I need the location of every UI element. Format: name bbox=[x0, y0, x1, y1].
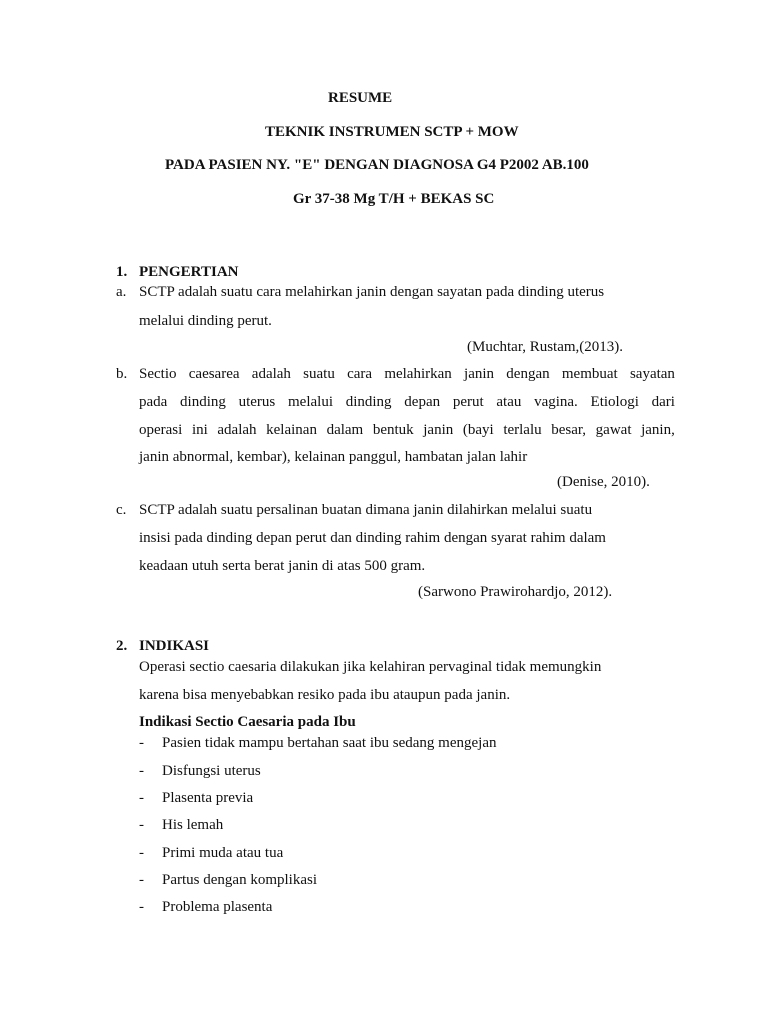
item-c-marker: c. bbox=[116, 502, 127, 518]
bullet-marker: - bbox=[139, 872, 144, 888]
bullet-marker: - bbox=[139, 790, 144, 806]
bullet-marker: - bbox=[139, 899, 144, 915]
bullet-marker: - bbox=[139, 735, 144, 751]
item-b-marker: b. bbox=[116, 366, 128, 382]
section-2-intro-line-1: Operasi sectio caesaria dilakukan jika kelahiran pervaginal tidak memungkin bbox=[139, 659, 602, 675]
item-c-line-2: insisi pada dinding depan perut dan dinding rahim dengan syarat rahim dalam bbox=[139, 530, 606, 546]
item-b-line-2: pada dinding uterus melalui dinding depan perut atau vagina. Etiologi dari bbox=[139, 394, 675, 410]
list-item: Pasien tidak mampu bertahan saat ibu sedang mengejan bbox=[162, 735, 497, 751]
bullet-marker: - bbox=[139, 817, 144, 833]
list-item: Problema plasenta bbox=[162, 899, 273, 915]
item-c-line-3: keadaan utuh serta berat janin di atas 500 gram. bbox=[139, 558, 426, 574]
header-line-2: PADA PASIEN NY. "E" DENGAN DIAGNOSA G4 P2002 AB.100 bbox=[165, 157, 589, 173]
item-a-line-2: melalui dinding perut. bbox=[139, 313, 272, 329]
list-item: Partus dengan komplikasi bbox=[162, 872, 317, 888]
item-b-citation: (Denise, 2010). bbox=[557, 474, 650, 490]
item-a-marker: a. bbox=[116, 284, 127, 300]
list-item: Disfungsi uterus bbox=[162, 763, 261, 779]
section-2-intro-line-2: karena bisa menyebabkan resiko pada ibu ataupun pada janin. bbox=[139, 687, 511, 703]
list-item: Primi muda atau tua bbox=[162, 845, 284, 861]
section-2-subheading: Indikasi Sectio Caesaria pada Ibu bbox=[139, 714, 356, 730]
item-b-line-3: operasi ini adalah kelainan dalam bentuk janin (bayi terlalu besar, gawat janin, bbox=[139, 422, 675, 438]
list-item: Plasenta previa bbox=[162, 790, 254, 806]
bullet-marker: - bbox=[139, 845, 144, 861]
item-a-line-1: SCTP adalah suatu cara melahirkan janin dengan sayatan pada dinding uterus bbox=[139, 284, 605, 300]
header-line-1: TEKNIK INSTRUMEN SCTP + MOW bbox=[265, 124, 519, 140]
item-a-citation: (Muchtar, Rustam,(2013). bbox=[467, 339, 624, 355]
item-b-line-4: janin abnormal, kembar), kelainan panggul, hambatan jalan lahir bbox=[139, 449, 528, 465]
section-1-heading: PENGERTIAN bbox=[139, 264, 239, 280]
section-2-heading: INDIKASI bbox=[139, 638, 210, 654]
header-line-3: Gr 37-38 Mg T/H + BEKAS SC bbox=[293, 191, 495, 207]
section-2-number: 2. bbox=[116, 638, 128, 654]
item-b-line-1: Sectio caesarea adalah suatu cara melahirkan janin dengan membuat sayatan bbox=[139, 366, 675, 382]
item-c-citation: (Sarwono Prawirohardjo, 2012). bbox=[418, 584, 613, 600]
bullet-marker: - bbox=[139, 763, 144, 779]
document-title: RESUME bbox=[328, 90, 393, 106]
section-1-number: 1. bbox=[116, 264, 128, 280]
list-item: His lemah bbox=[162, 817, 224, 833]
item-c-line-1: SCTP adalah suatu persalinan buatan dimana janin dilahirkan melalui suatu bbox=[139, 502, 593, 518]
